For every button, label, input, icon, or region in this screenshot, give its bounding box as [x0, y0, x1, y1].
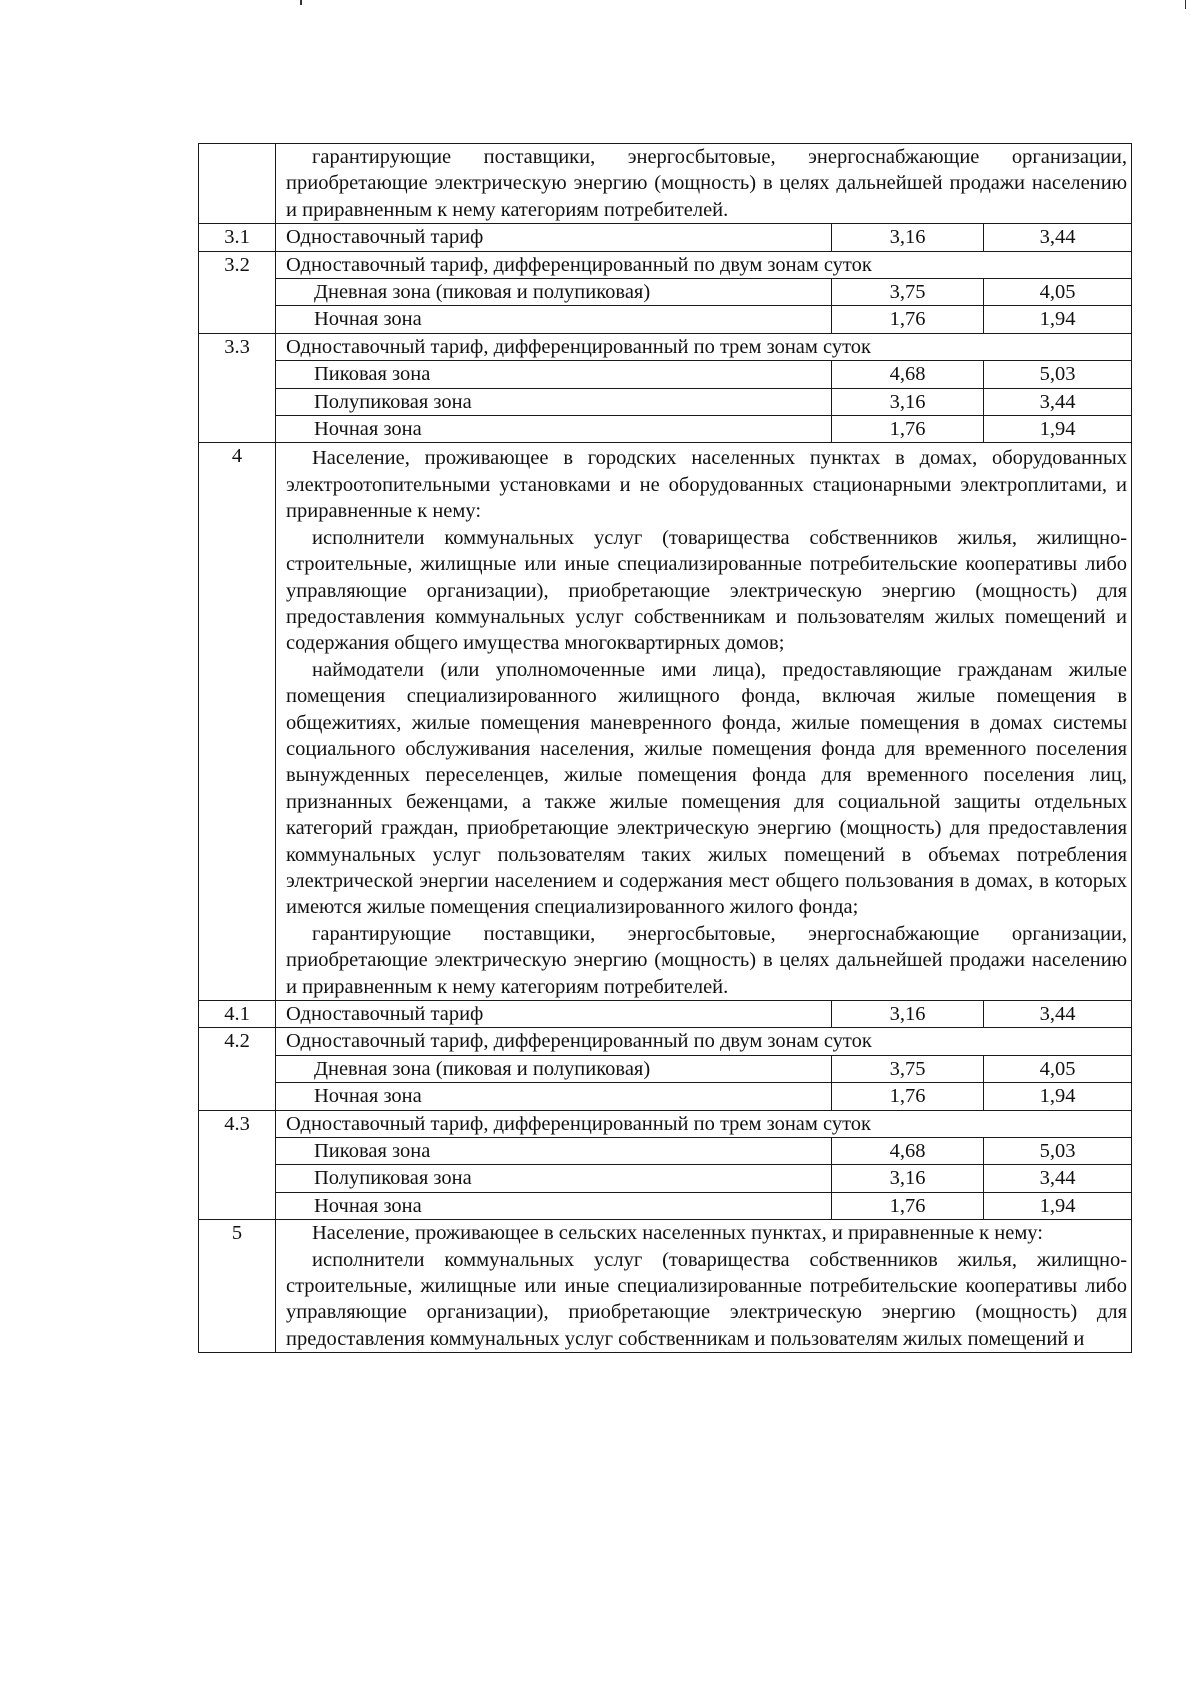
tariff-label: Одноставочный тариф, дифференцированный по трем зонам суток — [276, 1110, 1132, 1137]
table-row — [199, 1220, 1132, 1353]
table-row — [199, 251, 1132, 278]
paragraph: исполнители коммунальных услуг (товарищества собственников жилья, жилищно-строительные, жилищные или иные специализированные потребительские кооперативы либо управляющие организации), приобретающие электрическую энергию (мощность) для предоставления коммунальных услуг собственникам и пользователям жилых помещений и содержания общего имущества многоквартирных домов; — [286, 526, 1128, 655]
tariff-value-1: 1,76 — [832, 1192, 984, 1219]
tariff-value-2: 3,44 — [984, 1165, 1132, 1192]
row-number: 4 — [199, 443, 276, 1001]
table-row — [199, 1028, 1132, 1055]
tariff-label: Одноставочный тариф, дифференцированный по трем зонам суток — [276, 333, 1132, 360]
zone-label: Полупиковая зона — [276, 388, 832, 415]
scan-mark — [1185, 0, 1186, 9]
zone-label: Ночная зона — [276, 416, 832, 443]
paragraph: исполнители коммунальных услуг (товарищества собственников жилья, жилищно-строительные, жилищные или иные специализированные потребительские кооперативы либо управляющие организации), приобретающие электрическую энергию (мощность) для предоставления коммунальных услуг собственникам и пользователям жилых помещений и — [286, 1248, 1128, 1350]
tariff-value-1: 1,76 — [832, 306, 984, 333]
tariff-value-2: 1,94 — [984, 416, 1132, 443]
table-row — [199, 1138, 1132, 1165]
tariff-value-2: 5,03 — [984, 361, 1132, 388]
table-row — [199, 224, 1132, 251]
table-row — [199, 1165, 1132, 1192]
table-row — [199, 1001, 1132, 1028]
tariff-value-1: 4,68 — [832, 361, 984, 388]
paragraph: Население, проживающее в сельских населенных пунктах, и приравненные к нему: — [312, 1222, 1043, 1245]
description-cell — [276, 144, 1132, 224]
table-row — [199, 279, 1132, 306]
tariff-value-2: 4,05 — [984, 279, 1132, 306]
zone-label: Дневная зона (пиковая и полупиковая) — [276, 279, 832, 306]
table-row — [199, 1083, 1132, 1110]
table-row — [199, 361, 1132, 388]
scan-mark — [300, 0, 302, 5]
tariff-value-1: 1,76 — [832, 416, 984, 443]
table-row — [199, 144, 1132, 224]
row-number: 4.1 — [199, 1001, 276, 1028]
table-row — [199, 1192, 1132, 1219]
row-number: 4.2 — [199, 1028, 276, 1110]
description-cell — [276, 1220, 1132, 1353]
zone-label: Полупиковая зона — [276, 1165, 832, 1192]
table-row — [199, 1055, 1132, 1082]
zone-label: Пиковая зона — [276, 1138, 832, 1165]
tariff-value-2: 5,03 — [984, 1138, 1132, 1165]
table-row — [199, 1110, 1132, 1137]
paragraph: наймодатели (или уполномоченные ими лица), предоставляющие гражданам жилые помещения специализированного жилищного фонда, включая жилые помещения в общежитиях, жилые помещения маневренного фонда, жилые помещения в домах системы социального обслуживания населения, жилые помещения фонда для временного поселения вынужденных переселенцев, жилые помещения фонда для временного поселения лиц, признанных беженцами, а также жилые помещения для социальной защиты отдельных категорий граждан, приобретающие электрическую энергию (мощность) для предоставления коммунальных услуг пользователям таких жилых помещений в объемах потребления электрической энергии населением и содержания мест общего пользования в домах, в которых имеются жилые помещения специализированного жилого фонда; — [286, 658, 1128, 919]
row-number: 3.2 — [199, 251, 276, 333]
tariff-value-1: 3,75 — [832, 1055, 984, 1082]
tariff-label: Одноставочный тариф — [276, 224, 832, 251]
tariff-value-1: 3,16 — [832, 1165, 984, 1192]
row-number: 5 — [199, 1220, 276, 1353]
tariff-value-1: 3,75 — [832, 279, 984, 306]
row-number: 4.3 — [199, 1110, 276, 1220]
row-number-cell — [199, 144, 276, 224]
table-row — [199, 388, 1132, 415]
tariff-table — [198, 143, 1132, 1353]
tariff-value-2: 1,94 — [984, 306, 1132, 333]
tariff-value-2: 3,44 — [984, 1001, 1132, 1028]
tariff-value-1: 4,68 — [832, 1138, 984, 1165]
paragraph: Население, проживающее в городских населенных пунктах в домах, оборудованных электроотопительными установками и не оборудованных стационарными электроплитами, и приравненные к нему: — [286, 447, 1128, 523]
tariff-value-1: 3,16 — [832, 388, 984, 415]
zone-label: Ночная зона — [276, 1192, 832, 1219]
tariff-value-2: 3,44 — [984, 388, 1132, 415]
tariff-value-2: 4,05 — [984, 1055, 1132, 1082]
zone-label: Пиковая зона — [276, 361, 832, 388]
tariff-value-1: 1,76 — [832, 1083, 984, 1110]
table-row — [199, 306, 1132, 333]
zone-label: Дневная зона (пиковая и полупиковая) — [276, 1055, 832, 1082]
table-row — [199, 416, 1132, 443]
zone-label: Ночная зона — [276, 1083, 832, 1110]
tariff-value-1: 3,16 — [832, 224, 984, 251]
paragraph: гарантирующие поставщики, энергосбытовые, энергоснабжающие организации, приобретающие электрическую энергию (мощность) в целях дальнейшей продажи населению и приравненным к нему категориям потребителей. — [286, 922, 1128, 998]
row-number: 3.1 — [199, 224, 276, 251]
tariff-label: Одноставочный тариф, дифференцированный по двум зонам суток — [276, 251, 1132, 278]
description-cell — [276, 443, 1132, 1001]
tariff-label: Одноставочный тариф — [276, 1001, 832, 1028]
tariff-value-2: 1,94 — [984, 1192, 1132, 1219]
table-row — [199, 333, 1132, 360]
zone-label: Ночная зона — [276, 306, 832, 333]
tariff-value-2: 3,44 — [984, 224, 1132, 251]
tariff-value-2: 1,94 — [984, 1083, 1132, 1110]
tariff-label: Одноставочный тариф, дифференцированный по двум зонам суток — [276, 1028, 1132, 1055]
tariff-value-1: 3,16 — [832, 1001, 984, 1028]
table-row — [199, 443, 1132, 1001]
paragraph: гарантирующие поставщики, энергосбытовые, энергоснабжающие организации, приобретающие электрическую энергию (мощность) в целях дальнейшей продажи населению и приравненным к нему категориям потребителей. — [286, 146, 1128, 221]
row-number: 3.3 — [199, 333, 276, 443]
